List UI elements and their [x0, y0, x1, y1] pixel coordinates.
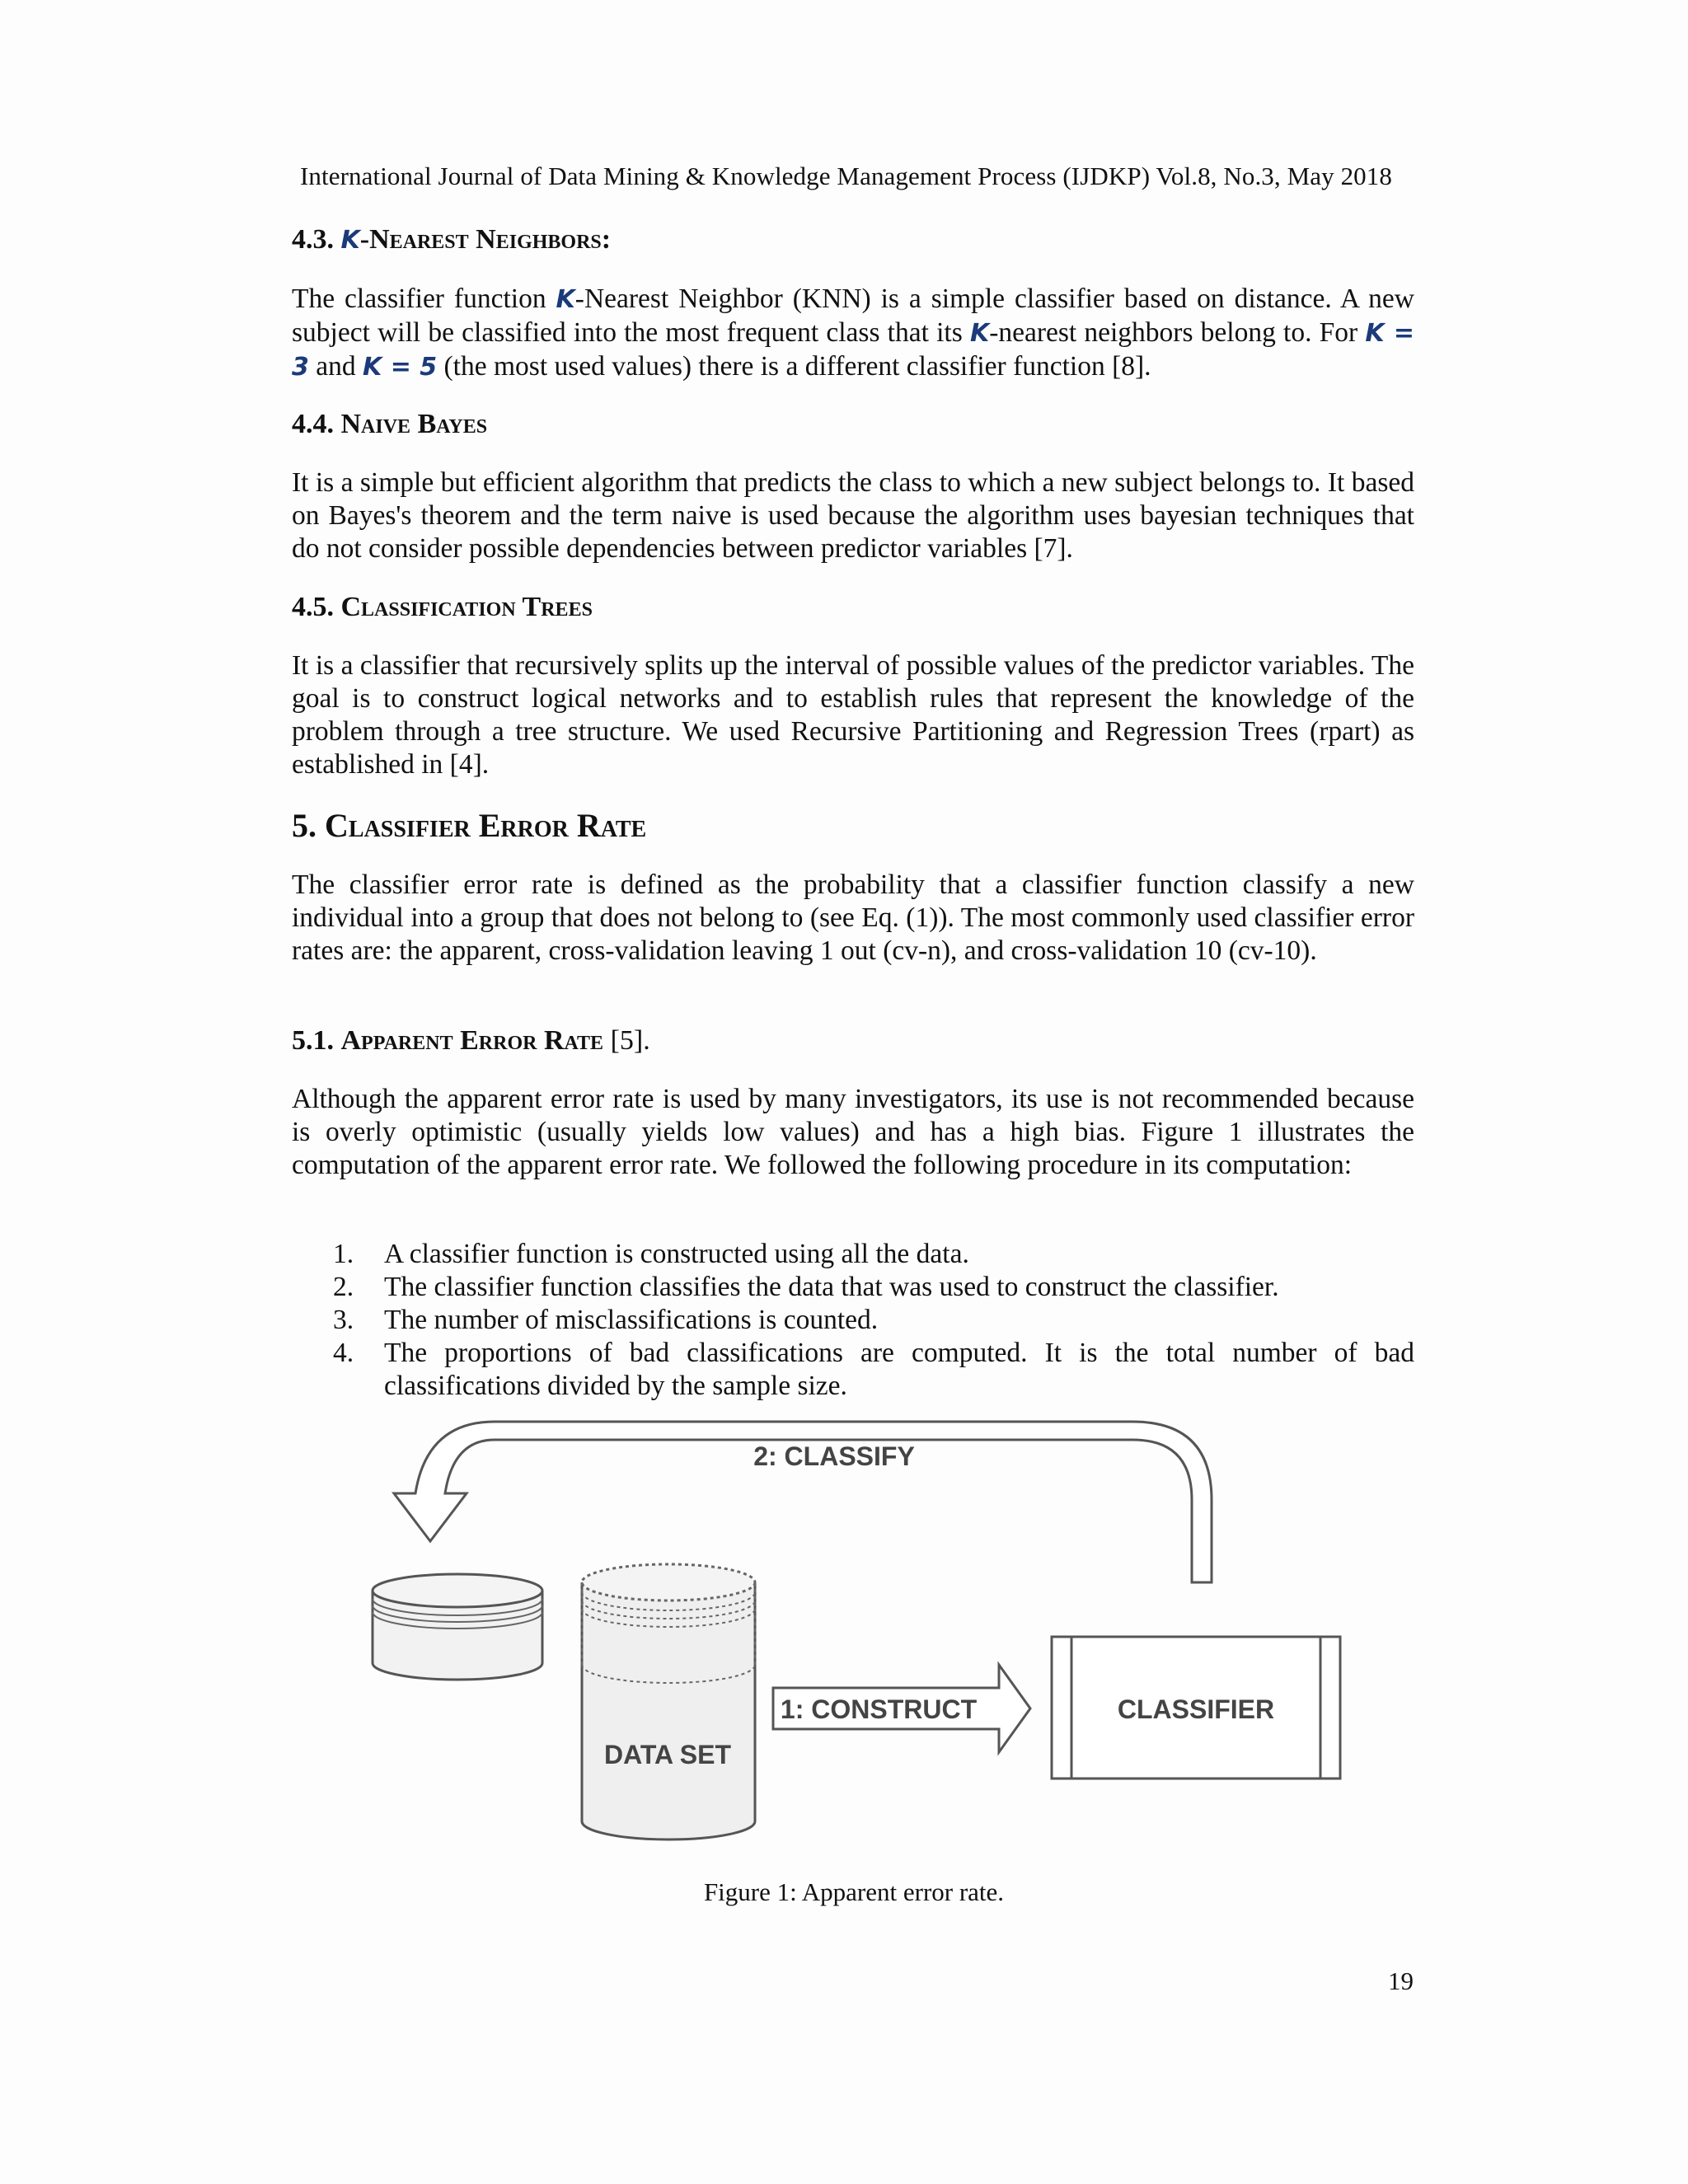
k-symbol: K [556, 285, 575, 314]
section-number: 4.3. [292, 224, 334, 255]
section-4-4-heading [292, 409, 1414, 440]
section-title: Apparent Error Rate [340, 1025, 604, 1056]
classify-label: 2: CLASSIFY [753, 1441, 915, 1471]
section-number: 4.5. [292, 592, 334, 622]
k-symbol: K [969, 319, 990, 348]
equation-k5: K = 5 [363, 353, 438, 382]
section-title: Classifier Error Rate [325, 807, 647, 844]
section-4-5-paragraph: It is a classifier that recursively splits up the interval of possible values of the predictor variables. The goal is to construct logical networks and to establish rules that represent the knowledge of the problem through a tree structure. We used Recursive Partitioning and Regression Trees (rpart) as established in [4]. [292, 650, 1414, 780]
section-reference: [5]. [603, 1025, 650, 1056]
construct-label: 1: CONSTRUCT [780, 1694, 978, 1724]
section-5-heading [292, 806, 1414, 845]
section-number: 5. [292, 807, 316, 844]
section-4-4-paragraph: It is a simple but efficient algorithm that predicts the class to which a new subject belongs to. It based on Bayes's theorem and the term naive is used because the algorithm uses bayesian techniques that do not consider possible dependencies between predictor variables [7]. [292, 467, 1414, 564]
section-title: -Nearest Neighbors: [359, 224, 612, 255]
data-set-cylinder [582, 1564, 755, 1840]
data-set-label: DATA SET [603, 1740, 732, 1769]
section-4-3-paragraph: The classifier function K-Nearest Neighbor (KNN) is a simple classifier based on distance. A new subject will be classified into the most frequent class that its K-nearest neighbors belong to. For K = 3 and K = 5 (the most used values) there is a different classifier function [8]. [292, 284, 1415, 382]
section-title: Naive Bayes [340, 409, 488, 439]
figure-apparent-error-rate [354, 1418, 1368, 1854]
procedure-list [333, 1238, 1414, 1403]
classifier-label: CLASSIFIER [1117, 1694, 1275, 1724]
running-header: International Journal of Data Mining & Knowledge Management Process (IJDKP) Vol.8, No.3, May 2018 [300, 162, 1392, 190]
section-number: 4.4. [292, 409, 334, 439]
dish-icon [373, 1574, 542, 1680]
list-item: 4. The proportions of bad classifications are computed. It is the total number of bad classifications divided by the sample size. [333, 1338, 1414, 1401]
section-number: 5.1. [292, 1025, 334, 1056]
section-4-5-heading [292, 592, 1414, 623]
list-item: 3. The number of misclassifications is counted. [333, 1305, 879, 1335]
list-item: 1. A classifier function is constructed using all the data. [333, 1239, 969, 1269]
equation-k3: K = 3 [292, 319, 1415, 382]
section-title: Classification Trees [340, 592, 593, 622]
figure-caption: Figure 1: Apparent error rate. [703, 1877, 1005, 1906]
section-5-paragraph: The classifier error rate is defined as the probability that a classifier function classify a new individual into a group that does not belong to (see Eq. (1)). The most commonly used classifier error rates are: the apparent, cross-validation leaving 1 out (cv-n), and cross-validation 10 (cv-10). [292, 869, 1414, 966]
section-5-1-paragraph: Although the apparent error rate is used by many investigators, its use is not recommended because is overly optimistic (usually yields low values) and has a high bias. Figure 1 illustrates the computation of the apparent error rate. We followed the following procedure in its computation: [292, 1084, 1414, 1180]
section-5-1-heading [292, 1025, 1414, 1057]
classifier-box [1052, 1637, 1340, 1779]
list-item: 2. The classifier function classifies the data that was used to construct the classifier. [333, 1272, 1279, 1302]
k-symbol: K [340, 226, 360, 255]
section-4-3-heading [292, 224, 1414, 255]
figure-diagram [354, 1418, 1368, 1854]
page-number: 19 [1388, 1966, 1414, 1995]
